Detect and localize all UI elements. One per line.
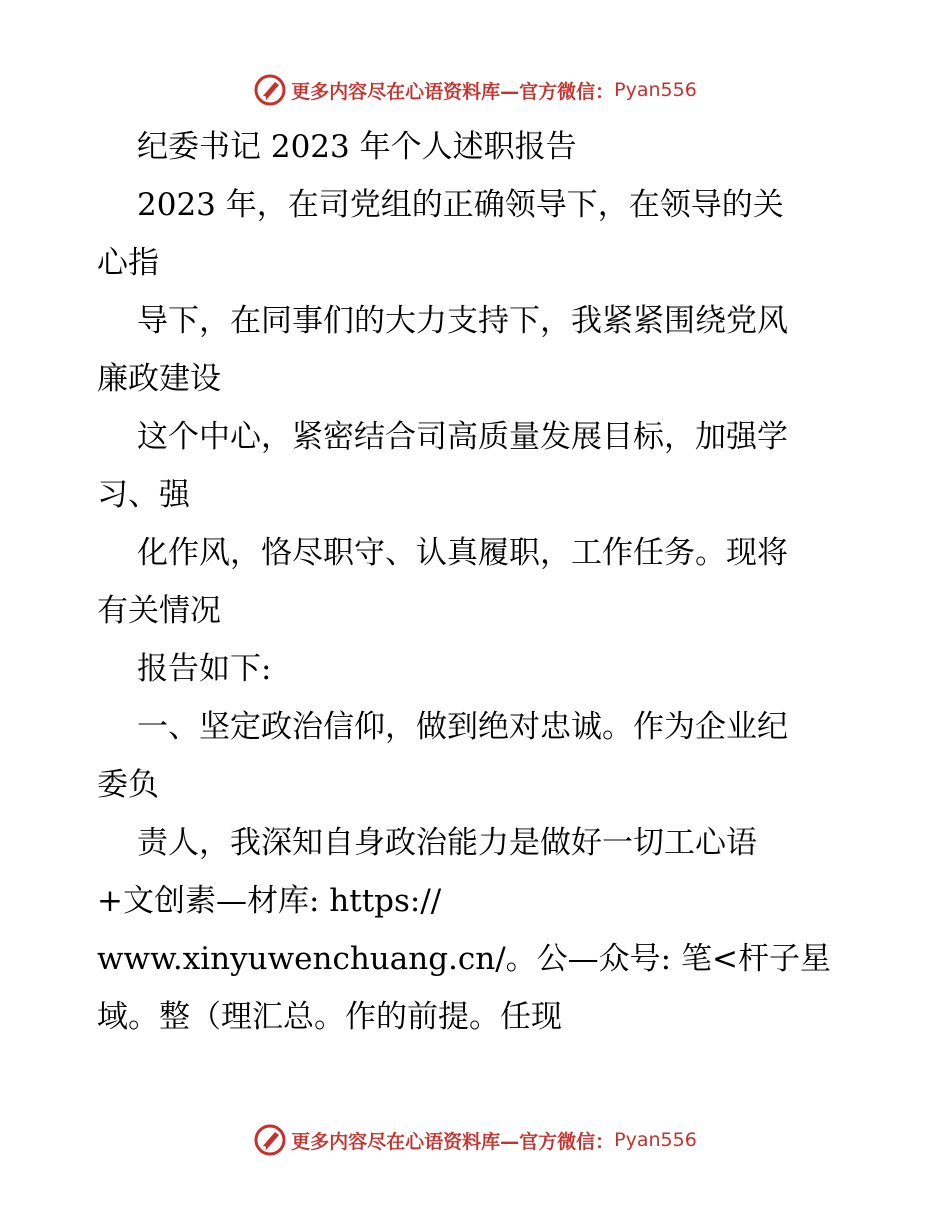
text-line: 化作风，恪尽职守、认真履职，工作任务。现将 [137, 535, 788, 571]
watermark-wechat-id: Pyan556 [614, 1129, 697, 1151]
watermark-banner-top [0, 70, 950, 110]
text-line: 心指 [97, 245, 159, 281]
text-line: 域。整（理汇总。作的前提。任现 [97, 999, 562, 1035]
text-line: 2023 年，在司党组的正确领导下，在领导的关 [137, 187, 784, 223]
watermark-banner-bottom [0, 1120, 950, 1160]
text-line: www.xinyuwenchuang.cn/。公—众号: 笔<杆子星 [97, 941, 831, 977]
pen-logo-icon [253, 73, 287, 107]
text-line: 委负 [97, 767, 159, 803]
text-line: 纪委书记 2023 年个人述职报告 [137, 129, 577, 165]
text-line: 廉政建设 [97, 361, 221, 397]
document-body [97, 118, 857, 1046]
text-line: 责人，我深知自身政治能力是做好一切工心语 [137, 825, 757, 861]
watermark-text: 更多内容尽在心语资料库—官方微信： [291, 1130, 615, 1153]
text-line: 有关情况 [97, 593, 221, 629]
text-line: +文创素—材库: https:// [97, 883, 442, 919]
text-line: 导下，在同事们的大力支持下，我紧紧围绕党风 [137, 303, 788, 339]
text-line: 这个中心，紧密结合司高质量发展目标，加强学 [137, 419, 788, 455]
watermark-text: 更多内容尽在心语资料库—官方微信： [291, 80, 615, 103]
text-line: 报告如下: [137, 651, 272, 687]
text-line: 一、坚定政治信仰，做到绝对忠诚。作为企业纪 [137, 709, 788, 745]
text-line: 习、强 [97, 477, 190, 513]
watermark-wechat-id: Pyan556 [614, 79, 697, 101]
pen-logo-icon [253, 1123, 287, 1157]
